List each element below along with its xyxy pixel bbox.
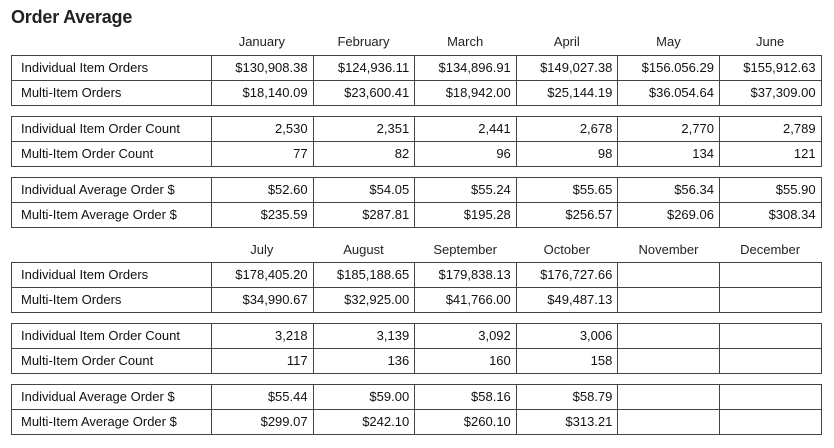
cell-multi-avg-october[interactable]: $313.21: [516, 410, 618, 435]
cell-multi-count-january[interactable]: 77: [212, 142, 314, 167]
cell-multi-count-december[interactable]: [719, 349, 821, 374]
cell-ind-avg-september[interactable]: $58.16: [415, 385, 517, 410]
row-ind-count: [12, 117, 822, 142]
cell-ind-avg-july[interactable]: $55.44: [212, 385, 314, 410]
cell-ind-orders-june[interactable]: $155,912.63: [719, 56, 821, 81]
cell-ind-orders-april[interactable]: $149,027.38: [516, 56, 618, 81]
page-title: Order Average: [11, 7, 133, 27]
month-header-november: November: [638, 242, 699, 257]
row-ind-orders: [12, 263, 822, 288]
cell-ind-orders-november[interactable]: [618, 263, 720, 288]
cell-multi-avg-april[interactable]: $256.57: [516, 203, 618, 228]
cell-multi-count-february[interactable]: 82: [313, 142, 415, 167]
month-header-january: January: [238, 34, 285, 49]
cell-multi-count-september[interactable]: 160: [415, 349, 517, 374]
row-label-ind-avg[interactable]: Individual Average Order $: [12, 385, 212, 410]
cell-ind-count-december[interactable]: [719, 324, 821, 349]
cell-ind-count-august[interactable]: 3,139: [313, 324, 415, 349]
row-label-multi-count[interactable]: Multi-Item Order Count: [12, 349, 212, 374]
cell-multi-avg-august[interactable]: $242.10: [313, 410, 415, 435]
cell-multi-orders-january[interactable]: $18,140.09: [212, 81, 314, 106]
row-label-ind-orders[interactable]: Individual Item Orders: [12, 263, 212, 288]
row-label-multi-orders[interactable]: Multi-Item Orders: [12, 288, 212, 313]
month-header-august: August: [343, 242, 384, 257]
cell-ind-orders-march[interactable]: $134,896.91: [415, 56, 517, 81]
row-ind-avg: [12, 385, 822, 410]
metric-group-table: [11, 262, 822, 313]
month-header-may: May: [656, 34, 681, 49]
cell-multi-avg-november[interactable]: [618, 410, 720, 435]
cell-multi-orders-august[interactable]: $32,925.00: [313, 288, 415, 313]
cell-ind-avg-april[interactable]: $55.65: [516, 178, 618, 203]
row-multi-avg: [12, 203, 822, 228]
month-header-april: April: [553, 34, 580, 49]
cell-multi-count-april[interactable]: 98: [516, 142, 618, 167]
cell-multi-orders-october[interactable]: $49,487.13: [516, 288, 618, 313]
cell-ind-orders-december[interactable]: [719, 263, 821, 288]
row-ind-count: [12, 324, 822, 349]
row-label-multi-count[interactable]: Multi-Item Order Count: [12, 142, 212, 167]
cell-ind-orders-may[interactable]: $156.056.29: [618, 56, 720, 81]
cell-ind-orders-october[interactable]: $176,727.66: [516, 263, 618, 288]
month-header-june: June: [756, 34, 785, 49]
cell-ind-avg-march[interactable]: $55.24: [415, 178, 517, 203]
cell-ind-avg-january[interactable]: $52.60: [212, 178, 314, 203]
row-multi-orders: [12, 81, 822, 106]
cell-ind-orders-august[interactable]: $185,188.65: [313, 263, 415, 288]
row-ind-orders: [12, 56, 822, 81]
row-multi-count: [12, 142, 822, 167]
cell-ind-count-april[interactable]: 2,678: [516, 117, 618, 142]
cell-multi-avg-january[interactable]: $235.59: [212, 203, 314, 228]
cell-ind-orders-february[interactable]: $124,936.11: [313, 56, 415, 81]
cell-multi-avg-september[interactable]: $260.10: [415, 410, 517, 435]
row-multi-avg: [12, 410, 822, 435]
cell-multi-orders-march[interactable]: $18,942.00: [415, 81, 517, 106]
cell-multi-avg-december[interactable]: [719, 410, 821, 435]
cell-ind-avg-june[interactable]: $55.90: [719, 178, 821, 203]
row-label-multi-avg[interactable]: Multi-Item Average Order $: [12, 410, 212, 435]
month-header-december: December: [740, 242, 801, 257]
month-header-row: [211, 241, 821, 259]
cell-multi-orders-december[interactable]: [719, 288, 821, 313]
cell-multi-count-october[interactable]: 158: [516, 349, 618, 374]
month-header-july: July: [250, 242, 274, 257]
metric-group-table: [11, 177, 822, 228]
row-label-ind-orders[interactable]: Individual Item Orders: [12, 56, 212, 81]
cell-ind-count-january[interactable]: 2,530: [212, 117, 314, 142]
cell-multi-count-may[interactable]: 134: [618, 142, 720, 167]
cell-multi-orders-april[interactable]: $25,144.19: [516, 81, 618, 106]
cell-ind-avg-august[interactable]: $59.00: [313, 385, 415, 410]
cell-multi-count-november[interactable]: [618, 349, 720, 374]
cell-ind-orders-july[interactable]: $178,405.20: [212, 263, 314, 288]
cell-multi-count-june[interactable]: 121: [719, 142, 821, 167]
row-ind-avg: [12, 178, 822, 203]
cell-ind-count-november[interactable]: [618, 324, 720, 349]
row-multi-count: [12, 349, 822, 374]
cell-multi-orders-february[interactable]: $23,600.41: [313, 81, 415, 106]
cell-multi-avg-may[interactable]: $269.06: [618, 203, 720, 228]
cell-ind-count-september[interactable]: 3,092: [415, 324, 517, 349]
metric-group-table: [11, 55, 822, 106]
cell-ind-avg-november[interactable]: [618, 385, 720, 410]
cell-ind-avg-december[interactable]: [719, 385, 821, 410]
cell-multi-orders-september[interactable]: $41,766.00: [415, 288, 517, 313]
cell-multi-orders-june[interactable]: $37,309.00: [719, 81, 821, 106]
cell-ind-orders-january[interactable]: $130,908.38: [212, 56, 314, 81]
cell-multi-avg-july[interactable]: $299.07: [212, 410, 314, 435]
cell-ind-count-march[interactable]: 2,441: [415, 117, 517, 142]
cell-multi-avg-february[interactable]: $287.81: [313, 203, 415, 228]
cell-multi-count-july[interactable]: 117: [212, 349, 314, 374]
row-label-multi-orders[interactable]: Multi-Item Orders: [12, 81, 212, 106]
row-label-ind-avg[interactable]: Individual Average Order $: [12, 178, 212, 203]
row-multi-orders: [12, 288, 822, 313]
row-label-ind-count[interactable]: Individual Item Order Count: [12, 117, 212, 142]
cell-multi-orders-may[interactable]: $36.054.64: [618, 81, 720, 106]
month-header-row: [211, 33, 821, 51]
cell-multi-count-august[interactable]: 136: [313, 349, 415, 374]
cell-ind-avg-october[interactable]: $58.79: [516, 385, 618, 410]
cell-multi-avg-june[interactable]: $308.34: [719, 203, 821, 228]
cell-multi-avg-march[interactable]: $195.28: [415, 203, 517, 228]
month-header-march: March: [447, 34, 484, 49]
cell-ind-count-may[interactable]: 2,770: [618, 117, 720, 142]
metric-group-table: [11, 323, 822, 374]
row-label-ind-count[interactable]: Individual Item Order Count: [12, 324, 212, 349]
row-label-multi-avg[interactable]: Multi-Item Average Order $: [12, 203, 212, 228]
cell-multi-count-march[interactable]: 96: [415, 142, 517, 167]
metric-group-table: [11, 116, 822, 167]
cell-ind-count-june[interactable]: 2,789: [719, 117, 821, 142]
metric-group-table: [11, 384, 822, 435]
month-header-september: September: [433, 242, 497, 257]
cell-ind-avg-february[interactable]: $54.05: [313, 178, 415, 203]
month-header-february: February: [337, 34, 390, 49]
cell-ind-orders-september[interactable]: $179,838.13: [415, 263, 517, 288]
cell-ind-count-october[interactable]: 3,006: [516, 324, 618, 349]
cell-ind-count-july[interactable]: 3,218: [212, 324, 314, 349]
cell-ind-avg-may[interactable]: $56.34: [618, 178, 720, 203]
cell-ind-count-february[interactable]: 2,351: [313, 117, 415, 142]
cell-multi-orders-july[interactable]: $34,990.67: [212, 288, 314, 313]
month-header-october: October: [543, 242, 590, 257]
cell-multi-orders-november[interactable]: [618, 288, 720, 313]
